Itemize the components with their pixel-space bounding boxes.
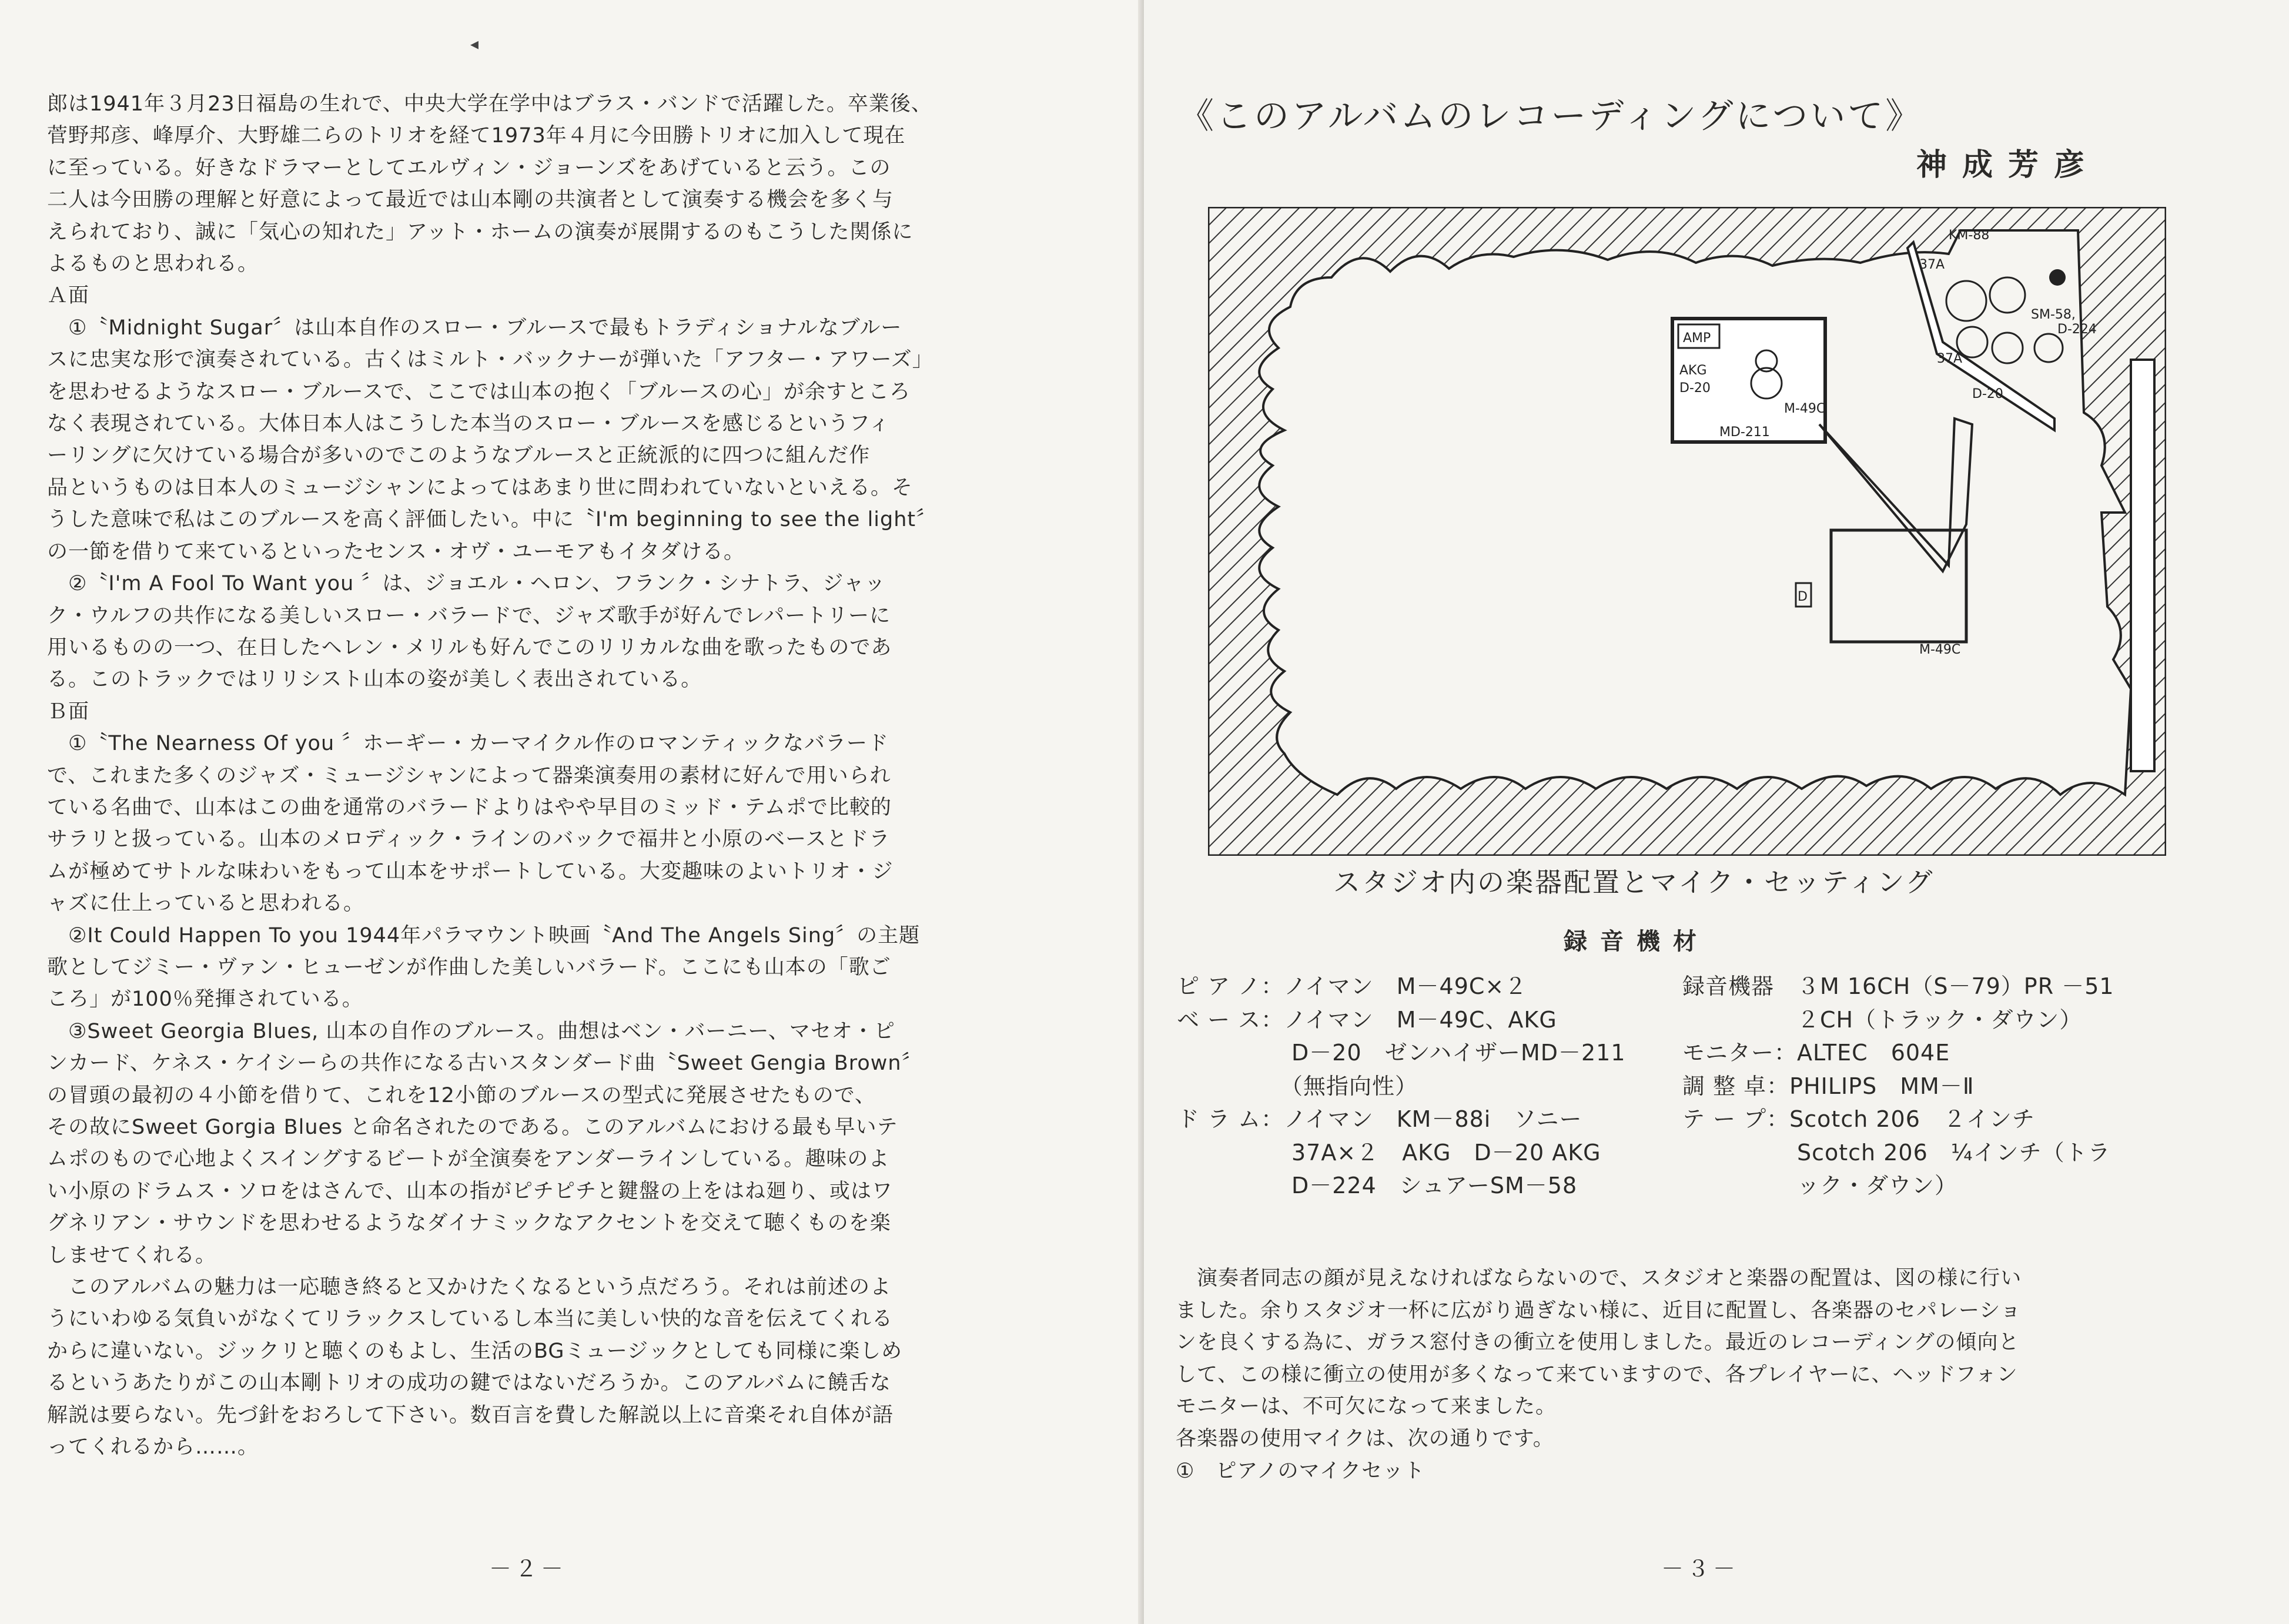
label-amp: AMP — [1683, 331, 1711, 346]
equipment-recorders — [1682, 970, 2114, 1203]
body-text-line: ① ピアノのマイクセット — [1176, 1459, 1425, 1483]
body-text-line: ②It Could Happen To you 1944年パラマウント映画〝And The Angels Sing〞の主題 — [47, 923, 921, 947]
body-text-line: の一節を借りて来ているといったセンス・オヴ・ユーモアもイタダける。 — [47, 540, 745, 564]
body-text-line: 各楽器の使用マイクは、次の通りです。 — [1176, 1427, 1554, 1451]
right-partition — [2131, 360, 2154, 771]
body-text-line: 演奏者同志の顔が見えなければならないので、スタジオと楽器の配置は、図の様に行い — [1176, 1267, 2022, 1290]
article-author: 神成芳彦 — [1916, 148, 2100, 183]
body-text-line: ってくれるから……。 — [47, 1435, 259, 1459]
body-text-line: うした意味で私はこのブルースを高く評価したい。中に〝I'm beginning to see the light〞 — [47, 508, 938, 532]
body-text-line: ③Sweet Georgia Blues, 山本の自作のブルース。曲想はベン・バーニー、マセオ・ピ — [47, 1019, 895, 1043]
label-d224: D-224 — [2057, 322, 2097, 337]
body-text-line: 二人は今田勝の理解と好意によって最近では山本剛の共演者として演奏する機会を多く与 — [47, 188, 894, 212]
equipment-line: ド ラ ム：ノイマン KM－88i ソニー — [1177, 1106, 1582, 1132]
equipment-line: ベ ー ス：ノイマン M－49C、AKG — [1177, 1006, 1557, 1033]
print-mark: ◂ — [470, 34, 479, 53]
left-page — [0, 0, 1144, 1624]
body-text-line: ②〝I'm A Fool To Want you 〞は、ジョエル・ヘロン、フランク・シナトラ、ジャッ — [47, 572, 886, 596]
equipment-line: D－20 ゼンハイザーMD－211 — [1177, 1040, 1626, 1066]
equipment-line: Scotch 206 ¼インチ（トラ — [1682, 1139, 2111, 1166]
body-text-line: で、これまた多くのジャズ・ミュージシャンによって器楽演奏用の素材に好んで用いられ — [47, 764, 891, 788]
body-text-line: スに忠実な形で演奏されている。古くはミルト・バックナーが弾いた「アフター・アワーズ」 — [47, 348, 933, 372]
body-text-line: Ｂ面 — [47, 699, 90, 724]
label-km88: KM-88 — [1949, 228, 1990, 243]
label-md211: MD-211 — [1719, 425, 1770, 440]
body-text-line: よるものと思われる。 — [47, 252, 259, 276]
equipment-microphones — [1177, 970, 1626, 1203]
label-sm58: SM-58, — [2031, 307, 2076, 322]
body-text-line: モニターは、不可欠になって来ました。 — [1176, 1395, 1557, 1419]
body-text-line: の冒頭の最初の４小節を借りて、これを12小節のブルースの型式に発展させたもので、 — [47, 1083, 876, 1107]
equipment-line: D－224 シュアーSM－58 — [1177, 1173, 1578, 1198]
left-page-body — [47, 88, 1082, 1463]
body-text-line: に至っている。好きなドラマーとしてエルヴィン・ジョーンズをあげていると云う。この — [47, 156, 891, 180]
body-text-line: い小原のドラムス・ソロをはさんで、山本の指がピチピチと鍵盤の上をはね廻り、或はワ — [47, 1179, 893, 1203]
label-m49c-bass: M-49C — [1784, 401, 1826, 416]
body-text-line: なく表現されている。大体日本人はこうした本当のスロー・ブルースを感じるというフィ — [47, 412, 891, 436]
body-text-line: 郎は1941年３月23日福島の生れで、中央大学在学中はブラス・バンドで活躍した。卒業後、 — [47, 92, 932, 116]
body-text-line: る。このトラックではリリシスト山本の姿が美しく表出されている。 — [47, 668, 702, 692]
body-text-line: ムポのもので心地よくスイングするビートが全演奏をアンダーラインしている。趣味のよ — [47, 1147, 890, 1171]
label-akg: AKG — [1679, 363, 1707, 378]
equipment-line: 37A×２ AKG D－20 AKG — [1177, 1139, 1601, 1166]
body-text-line: して、この様に衝立の使用が多くなって来ていますので、各プレイヤーに、ヘッドフォン — [1176, 1362, 2018, 1387]
body-text-line: うにいわゆる気負いがなくてリラックスしているし本当に美しい快的な音を伝えてくれる — [47, 1307, 893, 1331]
label-m49c-piano: M-49C — [1919, 642, 1961, 657]
body-text-line: Ａ面 — [47, 284, 90, 308]
equipment-line: ピ ア ノ：ノイマン M－49C×２ — [1177, 973, 1528, 999]
body-text-line: その故にSweet Gorgia Blues と命名されたのである。このアルバムにおける最も早いテ — [47, 1116, 898, 1139]
body-text-line: このアルバムの魅力は一応聴き終ると又かけたくなるという点だろう。それは前述のよ — [47, 1275, 892, 1300]
body-text-line: からに違いない。ジックリと聴くのもよし、生活のBGミュージックとしても同様に楽しめ — [47, 1339, 903, 1363]
equipment-line: 調 整 卓：PHILIPS MM－Ⅱ — [1682, 1073, 1975, 1099]
equipment-heading: 録音機材 — [1564, 928, 1709, 955]
right-page — [1144, 0, 2289, 1624]
body-text-line: サラリと扱っている。山本のメロディック・ラインのバックで福井と小原のベースとドラ — [47, 828, 891, 852]
body-text-line: えられており、誠に「気心の知れた」アット・ホームの演奏が展開するのもこうした関係に — [47, 220, 913, 244]
right-page-body — [1176, 1263, 2210, 1487]
page-number-left: －２－ — [489, 1556, 567, 1582]
body-text-line: 歌としてジミー・ヴァン・ヒューゼンが作曲した美しいバラード。ここにも山本の「歌ご — [47, 955, 891, 979]
body-text-line: ①〝The Nearness Of you 〞ホーギー・カーマイクル作のロマンティックなバラード — [47, 732, 889, 756]
body-text-line: ①〝Midnight Sugar〞は山本自作のスロー・ブルースで最もトラディショナルなブルー — [47, 316, 902, 340]
label-37a-bottom: 37A — [1937, 351, 1963, 366]
diagram-caption: スタジオ内の楽器配置とマイク・セッティング — [1333, 866, 1935, 898]
body-text-line: ました。余りスタジオ一杯に広がり過ぎない様に、近目に配置し、各楽器のセパレーショ — [1176, 1298, 2022, 1322]
body-text-line: るというあたりがこの山本剛トリオの成功の鍵ではないだろうか。このアルバムに饒舌な — [47, 1371, 891, 1395]
body-text-line: ク・ウルフの共作になる美しいスロー・バラードで、ジャズ歌手が好んでレパートリーに — [47, 604, 891, 628]
body-text-line: 菅野邦彦、峰厚介、大野雄二らのトリオを経て1973年４月に今田勝トリオに加入して現在 — [47, 124, 906, 148]
equipment-line: （無指向性） — [1177, 1073, 1418, 1099]
studio-floor — [1259, 230, 2131, 795]
studio-layout-diagram — [1208, 207, 2166, 856]
body-text-line: 品というものは日本人のミュージシャンによってはあまり世に問われていないといえる。そ — [47, 476, 913, 500]
body-text-line: ころ」が100％発揮されている。 — [47, 987, 363, 1012]
body-text-line: ャズに仕上っていると思われる。 — [47, 892, 365, 916]
label-d20-bass: D-20 — [1679, 381, 1711, 396]
body-text-line: しませてくれる。 — [47, 1243, 217, 1267]
page-number-right: －３－ — [1661, 1556, 1739, 1582]
article-title: 《このアルバムのレコーディングについて》 — [1179, 96, 1923, 137]
label-d20-drum: D-20 — [1972, 387, 2003, 401]
body-text-line: 解説は要らない。先づ針をおろして下さい。数百言を費した解説以上に音楽それ自体が語 — [47, 1403, 894, 1427]
body-text-line: グネリアン・サウンドを思わせるようなダイナミックなアクセントを交えて聴くものを楽 — [47, 1211, 891, 1235]
label-37a-top: 37A — [1919, 257, 1945, 272]
equipment-line: ック・ダウン） — [1682, 1173, 1958, 1198]
body-text-line: ンカード、ケネス・ケイシーらの共作になる古いスタンダード曲〝Sweet Gengia Brown〞 — [47, 1052, 923, 1076]
equipment-line: 録音機器 ３M 16CH（S－79）PR －51 — [1682, 973, 2114, 999]
equipment-line: ２CH（トラック・ダウン） — [1682, 1006, 2083, 1033]
label-d: D — [1798, 590, 1808, 604]
body-text-line: ムが極めてサトルな味わいをもって山本をサポートしている。大変趣味のよいトリオ・ジ — [47, 859, 893, 883]
body-text-line: ている名曲で、山本はこの曲を通常のバラードよりはやや早目のミッド・テムポで比較的 — [47, 795, 892, 819]
drum-stool — [2049, 269, 2066, 286]
body-text-line: ンを良くする為に、ガラス窓付きの衝立を使用しました。最近のレコーディングの傾向と — [1176, 1331, 2020, 1355]
equipment-line: テ ー プ：Scotch 206 ２インチ — [1682, 1106, 2035, 1132]
body-text-line: 用いるものの一つ、在日したヘレン・メリルも好んでこのリリカルな曲を歌ったものであ — [47, 635, 892, 659]
equipment-line: モニター：ALTEC 604E — [1682, 1040, 1950, 1066]
body-text-line: ーリングに欠けている場合が多いのでこのようなブルースと正統派的に四つに組んだ作 — [47, 444, 871, 468]
body-text-line: を思わせるようなスロー・ブルースで、ここでは山本の抱く「ブルースの心」が余すところ — [47, 380, 911, 404]
